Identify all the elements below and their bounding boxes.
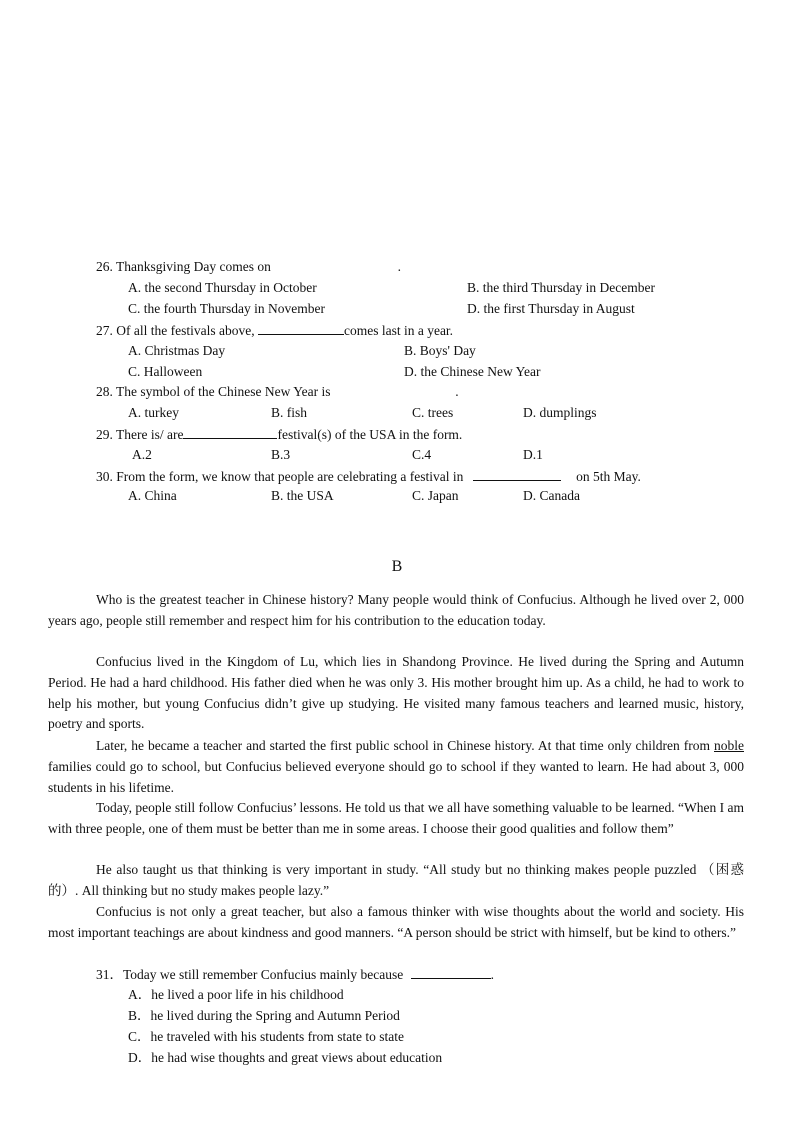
- question-26-period: .: [397, 259, 401, 274]
- question-30-stem-post: on 5th May.: [576, 469, 641, 484]
- paragraph-5: He also taught us that thinking is very important in study. “All study but no thinking makes people puzzled （困惑的）. All thinking but no study makes people lazy.”: [48, 862, 744, 898]
- q27-option-a: A. Christmas Day: [128, 343, 226, 358]
- question-27-stem-pre: 27. Of all the festivals above,: [96, 323, 255, 338]
- paragraph-4: Today, people still follow Confucius’ lessons. He told us that we all have something valuable to be learned. “When I am with three people, one of them must be better than me in some areas. I choose their good qualities and follow them”: [48, 800, 744, 836]
- q28-option-a: A. turkey: [128, 405, 179, 420]
- question-29: [96, 424, 462, 445]
- q29-option-b: B.3: [271, 447, 291, 462]
- question-28-stem: 28. The symbol of the Chinese New Year is: [96, 384, 331, 399]
- question-31: [96, 964, 494, 985]
- paragraph-3: [48, 736, 744, 798]
- answer-blank: [411, 964, 491, 979]
- answer-blank: [258, 320, 344, 335]
- q27-option-b: B. Boys' Day: [404, 343, 476, 358]
- q31-option-c: C．he traveled with his students from state to state: [128, 1029, 404, 1044]
- question-29-stem-pre: 29. There is/ are: [96, 427, 184, 442]
- question-28-period: .: [455, 384, 459, 399]
- question-27-stem-post: comes last in a year.: [343, 323, 454, 338]
- question-27: [96, 320, 453, 341]
- q31-option-d: D．he had wise thoughts and great views about education: [128, 1050, 443, 1065]
- question-29-stem-post: festival(s) of the USA in the form.: [277, 427, 463, 442]
- q26-option-b: B. the third Thursday in December: [467, 280, 655, 295]
- q26-option-d: D. the first Thursday in August: [467, 301, 635, 316]
- question-30: [96, 466, 641, 487]
- q27-option-d: D. the Chinese New Year: [404, 364, 541, 379]
- paragraph-3-pre: Later, he became a teacher and started the first public school in Chinese history. At that time only children from: [96, 738, 714, 753]
- q28-option-b: B. fish: [271, 405, 308, 420]
- question-31-stem: 31．Today we still remember Confucius mainly because: [96, 967, 404, 982]
- q28-option-c: C. trees: [412, 405, 454, 420]
- question-26: [96, 257, 401, 277]
- q26-option-a: A. the second Thursday in October: [128, 280, 317, 295]
- q27-option-c: C. Halloween: [128, 364, 203, 379]
- question-31-period: .: [490, 967, 494, 982]
- paragraph-1: Who is the greatest teacher in Chinese history? Many people would think of Confucius. Although he lived over 2, 000 years ago, people still remember and respect him for his contribution to the education today.: [48, 592, 744, 628]
- q28-option-d: D. dumplings: [523, 405, 597, 420]
- q30-option-b: B. the USA: [271, 488, 334, 503]
- q31-option-b: B．he lived during the Spring and Autumn Period: [128, 1008, 400, 1023]
- q26-option-c: C. the fourth Thursday in November: [128, 301, 325, 316]
- q30-option-d: D. Canada: [523, 488, 580, 503]
- answer-blank: [183, 424, 277, 439]
- q30-option-c: C. Japan: [412, 488, 459, 503]
- q29-option-c: C.4: [412, 447, 432, 462]
- paragraph-6: Confucius is not only a great teacher, but also a famous thinker with wise thoughts about the world and society. His most important teachings are about kindness and good manners. “A person should be strict with himself, but be kind to others.”: [48, 904, 744, 940]
- answer-blank: [473, 466, 561, 481]
- paragraph-2: Confucius lived in the Kingdom of Lu, which lies in Shandong Province. He lived during the Spring and Autumn Period. He had a hard childhood. His father died when he was only 3. His mother brought him up. As a child, he had to work to help his mother, but young Confucius didn’t give up studying. He visited many famous teachers and learned music, history, poetry and sports.: [48, 654, 744, 732]
- paragraph-3-post: families could go to school, but Confucius believed everyone should go to school if they wanted to learn. He had about 3, 000 students in his lifetime.: [48, 758, 744, 795]
- q30-option-a: A. China: [128, 488, 177, 503]
- q31-option-a: A．he lived a poor life in his childhood: [128, 987, 344, 1002]
- question-30-stem-pre: 30. From the form, we know that people are celebrating a festival in: [96, 469, 464, 484]
- question-26-stem: 26. Thanksgiving Day comes on: [96, 259, 271, 274]
- underlined-word: noble: [714, 738, 744, 753]
- section-b-heading: B: [391, 558, 403, 575]
- q29-option-d: D.1: [523, 447, 543, 462]
- q29-option-a: A.2: [132, 447, 152, 462]
- question-28: [96, 382, 459, 402]
